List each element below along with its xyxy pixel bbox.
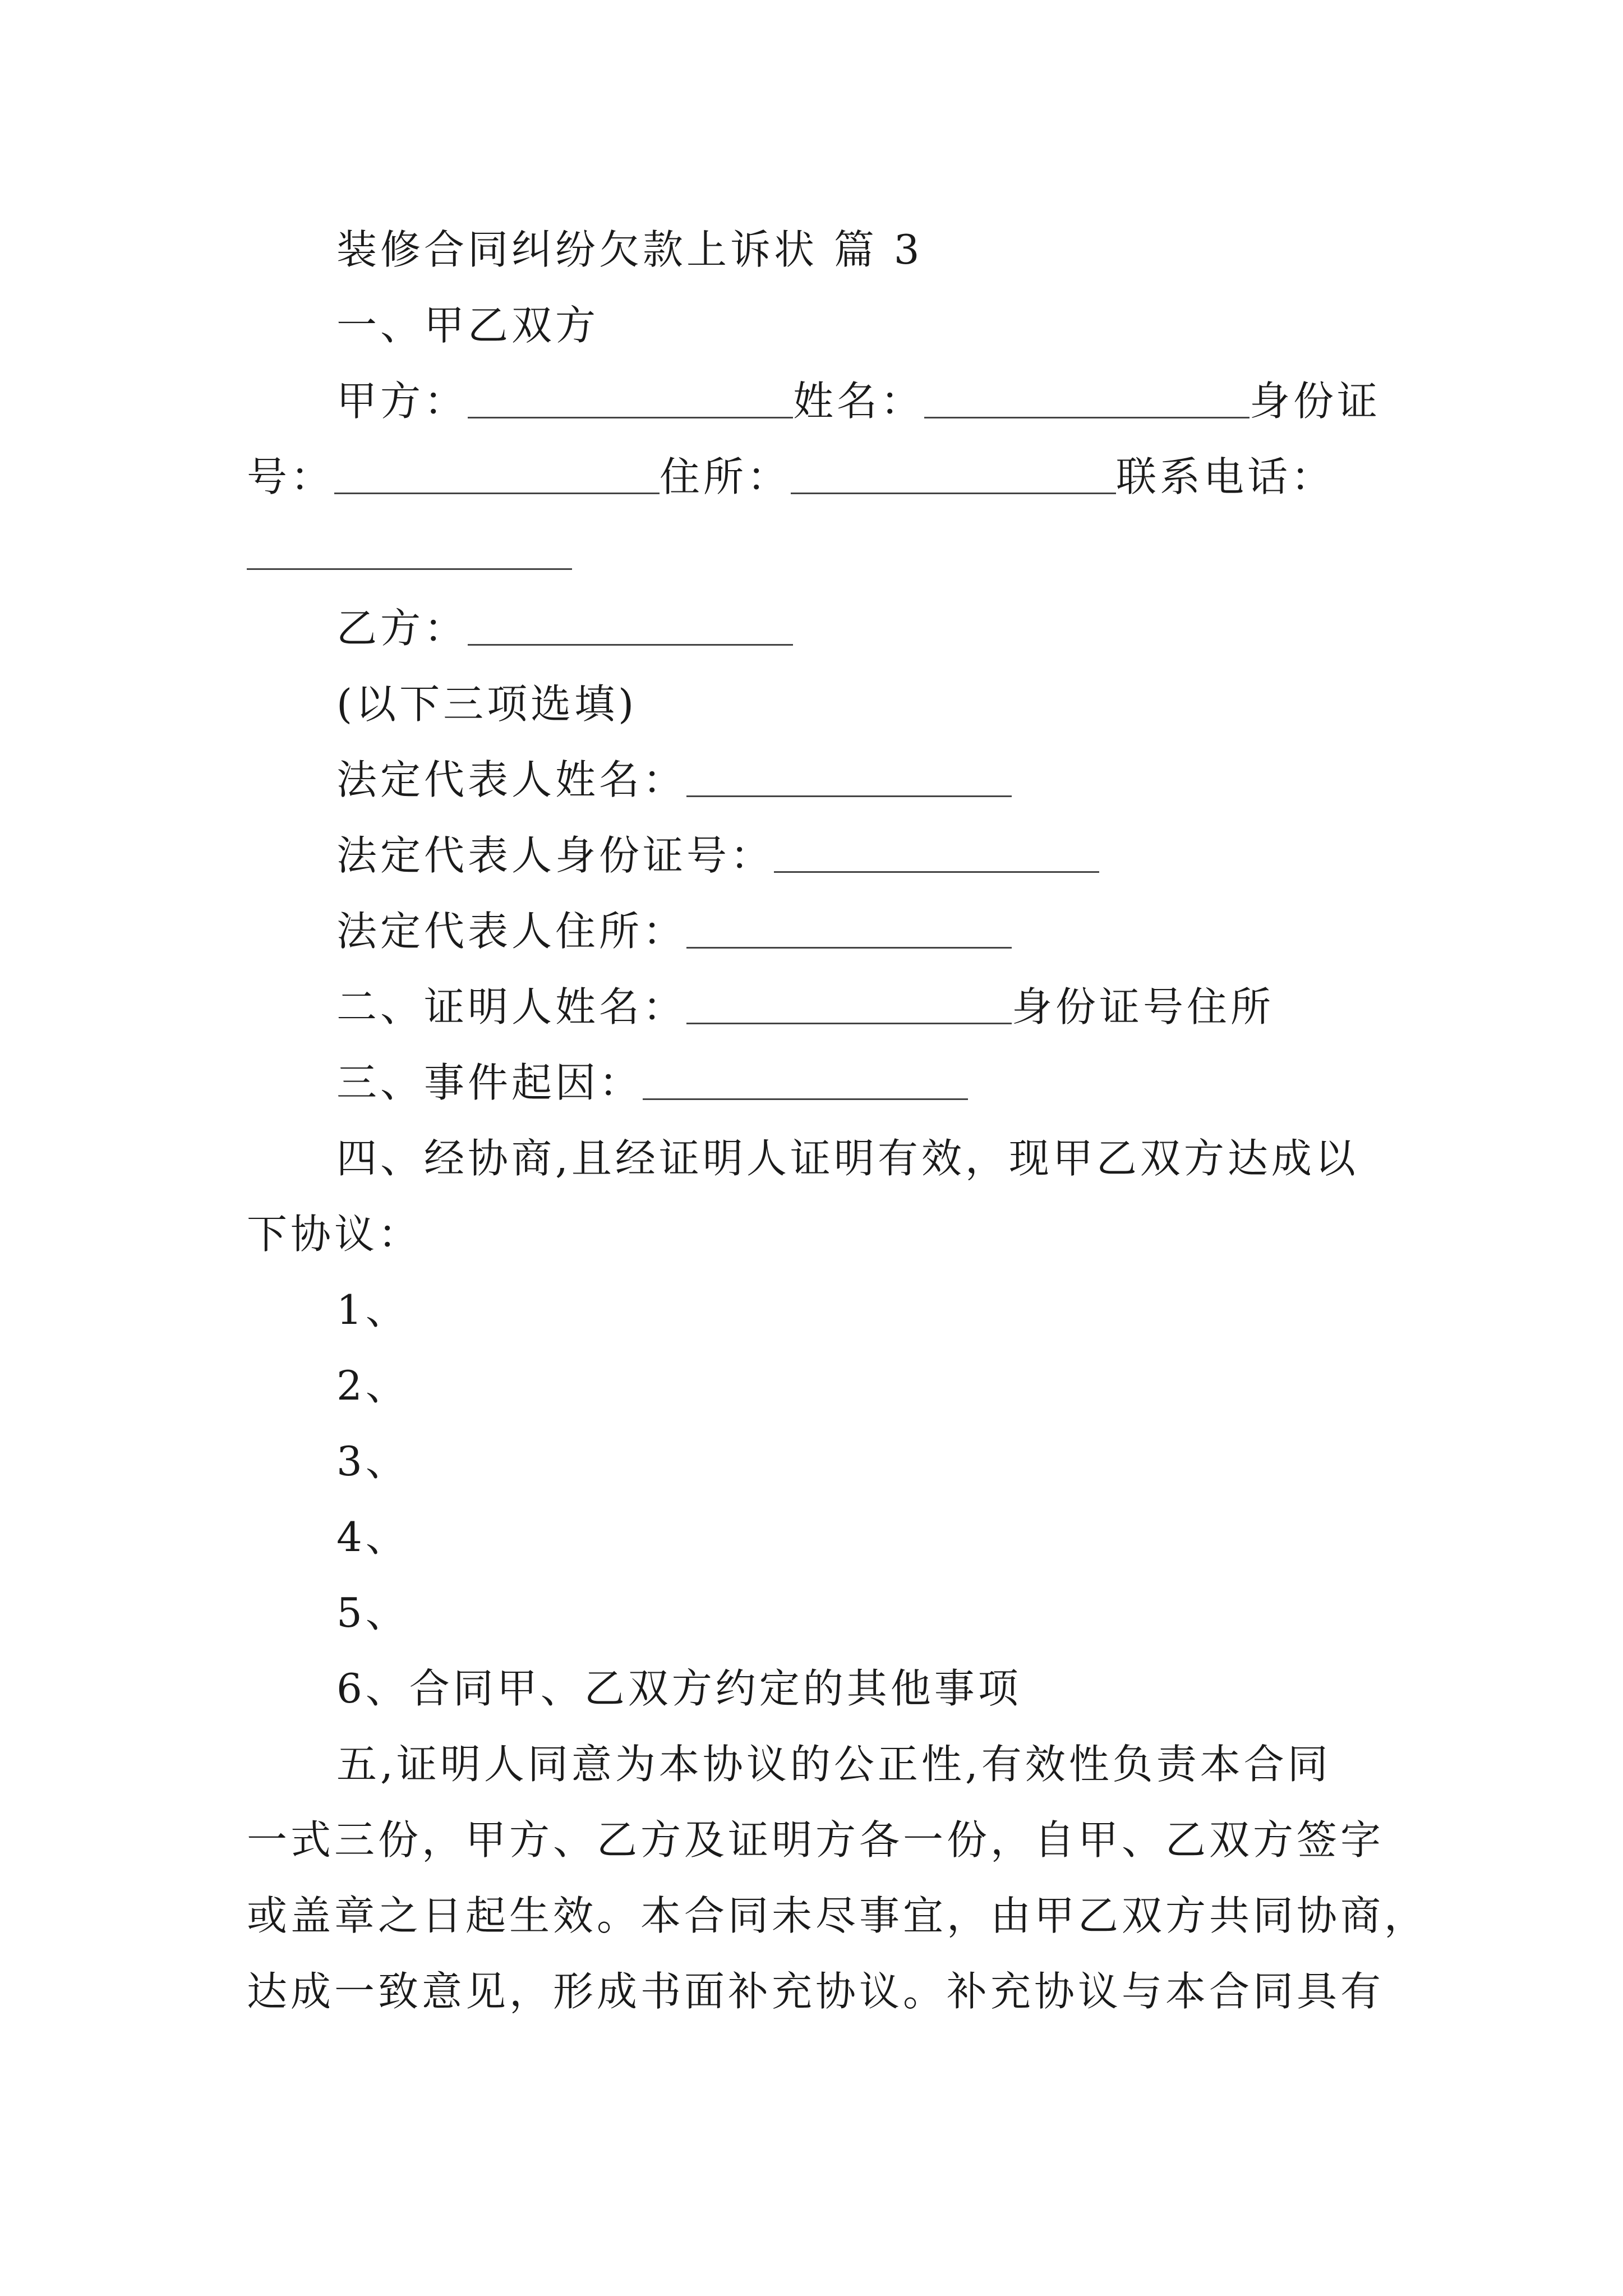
list-item: 6、合同甲、乙双方约定的其他事项	[336, 1665, 1022, 1712]
rep-id-label: 法定代表人身份证号：	[336, 832, 774, 879]
party-b-blank[interactable]	[468, 644, 793, 646]
list-item: 1、	[336, 1286, 409, 1333]
phone-label: 联系电话：	[1116, 453, 1335, 500]
rep-name-blank[interactable]	[686, 795, 1012, 797]
rep-id-line	[336, 819, 1099, 881]
address-blank[interactable]	[791, 493, 1116, 494]
cause-label: 三、事件起因：	[336, 1059, 643, 1106]
list-item: 2、	[336, 1362, 409, 1409]
witness-clause-line-3: 或盖章之日起生效。本合同未尽事宜，由甲乙双方共同协商，	[247, 1892, 1428, 1939]
list-item: 5、	[336, 1589, 409, 1636]
name-blank[interactable]	[924, 417, 1249, 418]
list-item: 3、	[336, 1438, 409, 1485]
agreement-line-1: 四、经协商,且经证明人证明有效，现甲乙双方达成以	[336, 1135, 1359, 1182]
witness-clause-line-2: 一式三份，甲方、乙方及证明方各一份，自甲、乙双方签字	[247, 1816, 1385, 1864]
party-b-line	[336, 592, 793, 654]
id-label-part1: 身份证	[1249, 378, 1381, 425]
witness-clause-line-4: 达成一致意见，形成书面补充协议。补充协议与本合同具有	[247, 1968, 1385, 2015]
rep-name-label: 法定代表人姓名：	[336, 756, 687, 803]
witness-line	[336, 970, 1274, 1032]
rep-address-blank[interactable]	[686, 947, 1012, 949]
title-text: 装修合同纠纷欠款上诉状 篇 3	[336, 226, 923, 273]
rep-name-line	[336, 743, 1012, 805]
id-blank[interactable]	[334, 493, 660, 494]
name-label: 姓名：	[793, 378, 925, 425]
witness-blank[interactable]	[686, 1023, 1012, 1024]
section-heading-parties: 一、甲乙双方	[336, 302, 600, 349]
party-a-line	[336, 365, 1381, 426]
document-title	[336, 213, 923, 275]
party-a-label: 甲方：	[336, 378, 468, 425]
phone-line	[247, 516, 572, 578]
party-b-label: 乙方：	[336, 605, 468, 652]
witness-clause-line-1: 五,证明人同意为本协议的公正性,有效性负责本合同	[336, 1741, 1331, 1788]
party-a-line-2	[247, 440, 1335, 502]
id-label-part2: 号：	[247, 453, 335, 500]
agreement-line-2: 下协议：	[247, 1211, 422, 1258]
cause-line	[336, 1046, 968, 1108]
cause-blank[interactable]	[643, 1098, 968, 1100]
party-a-blank[interactable]	[468, 417, 793, 418]
witness-label: 二、证明人姓名：	[336, 983, 687, 1030]
phone-blank[interactable]	[247, 568, 572, 570]
address-label: 住所：	[660, 453, 791, 500]
rep-id-blank[interactable]	[774, 871, 1099, 873]
rep-address-label: 法定代表人住所：	[336, 908, 687, 955]
optional-note: (以下三项选填)	[336, 680, 638, 728]
list-item: 4、	[336, 1513, 409, 1561]
witness-tail: 身份证号住所	[1012, 983, 1275, 1030]
rep-address-line	[336, 895, 1012, 956]
